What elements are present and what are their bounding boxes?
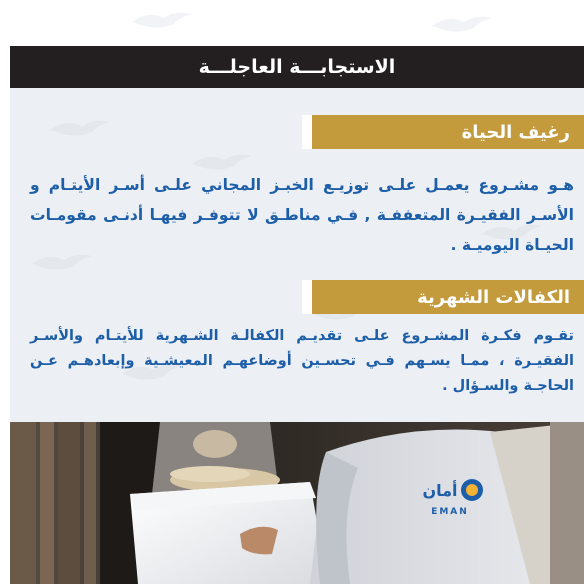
dove-watermark-icon	[130, 8, 194, 30]
logo-arabic-text: أمان	[422, 481, 458, 500]
section-heading: رغيف الحياة	[461, 121, 570, 143]
dove-watermark-icon	[48, 116, 112, 138]
logo-latin-text: EMAN	[431, 507, 469, 517]
section-paragraph: هـو مشـروع يعمـل علـى توزيـع الخبـز المجاني علـى أسـر الأيتـام و الأسـر الفقيـرة المتعففـة , فـي مناطـق لا تتوفـر فيهـا أدنـى مقومـات الحيـاة اليوميـة .	[30, 176, 574, 254]
volunteer-carrying-box-image	[10, 422, 584, 584]
aid-delivery-photo	[10, 422, 584, 584]
section-body-sponsorship	[30, 324, 574, 399]
section-header-sponsorship	[302, 280, 584, 314]
top-margin	[10, 0, 584, 46]
title-bar	[10, 46, 584, 88]
section-heading: الكفالات الشهرية	[417, 286, 570, 308]
header-notch	[302, 280, 312, 314]
page-title: الاستجابـــة العاجلـــة	[198, 56, 396, 78]
section-paragraph: تقـوم فكـرة المشـروع علـى تقديـم الكفالـة الشـهرية للأيتـام والأسـر الفقيـرة ، ممـا يسـهم فـي تحسـين أوضاعهـم المعيشـية وإبعادهـم عـن الحاجـة والسـؤال .	[30, 328, 574, 394]
section-body-bread	[30, 170, 574, 260]
section-header-bread	[302, 115, 584, 149]
dove-watermark-icon	[430, 12, 494, 34]
flyer-panel	[10, 0, 584, 584]
dove-watermark-icon	[190, 150, 254, 172]
header-notch	[302, 115, 312, 149]
